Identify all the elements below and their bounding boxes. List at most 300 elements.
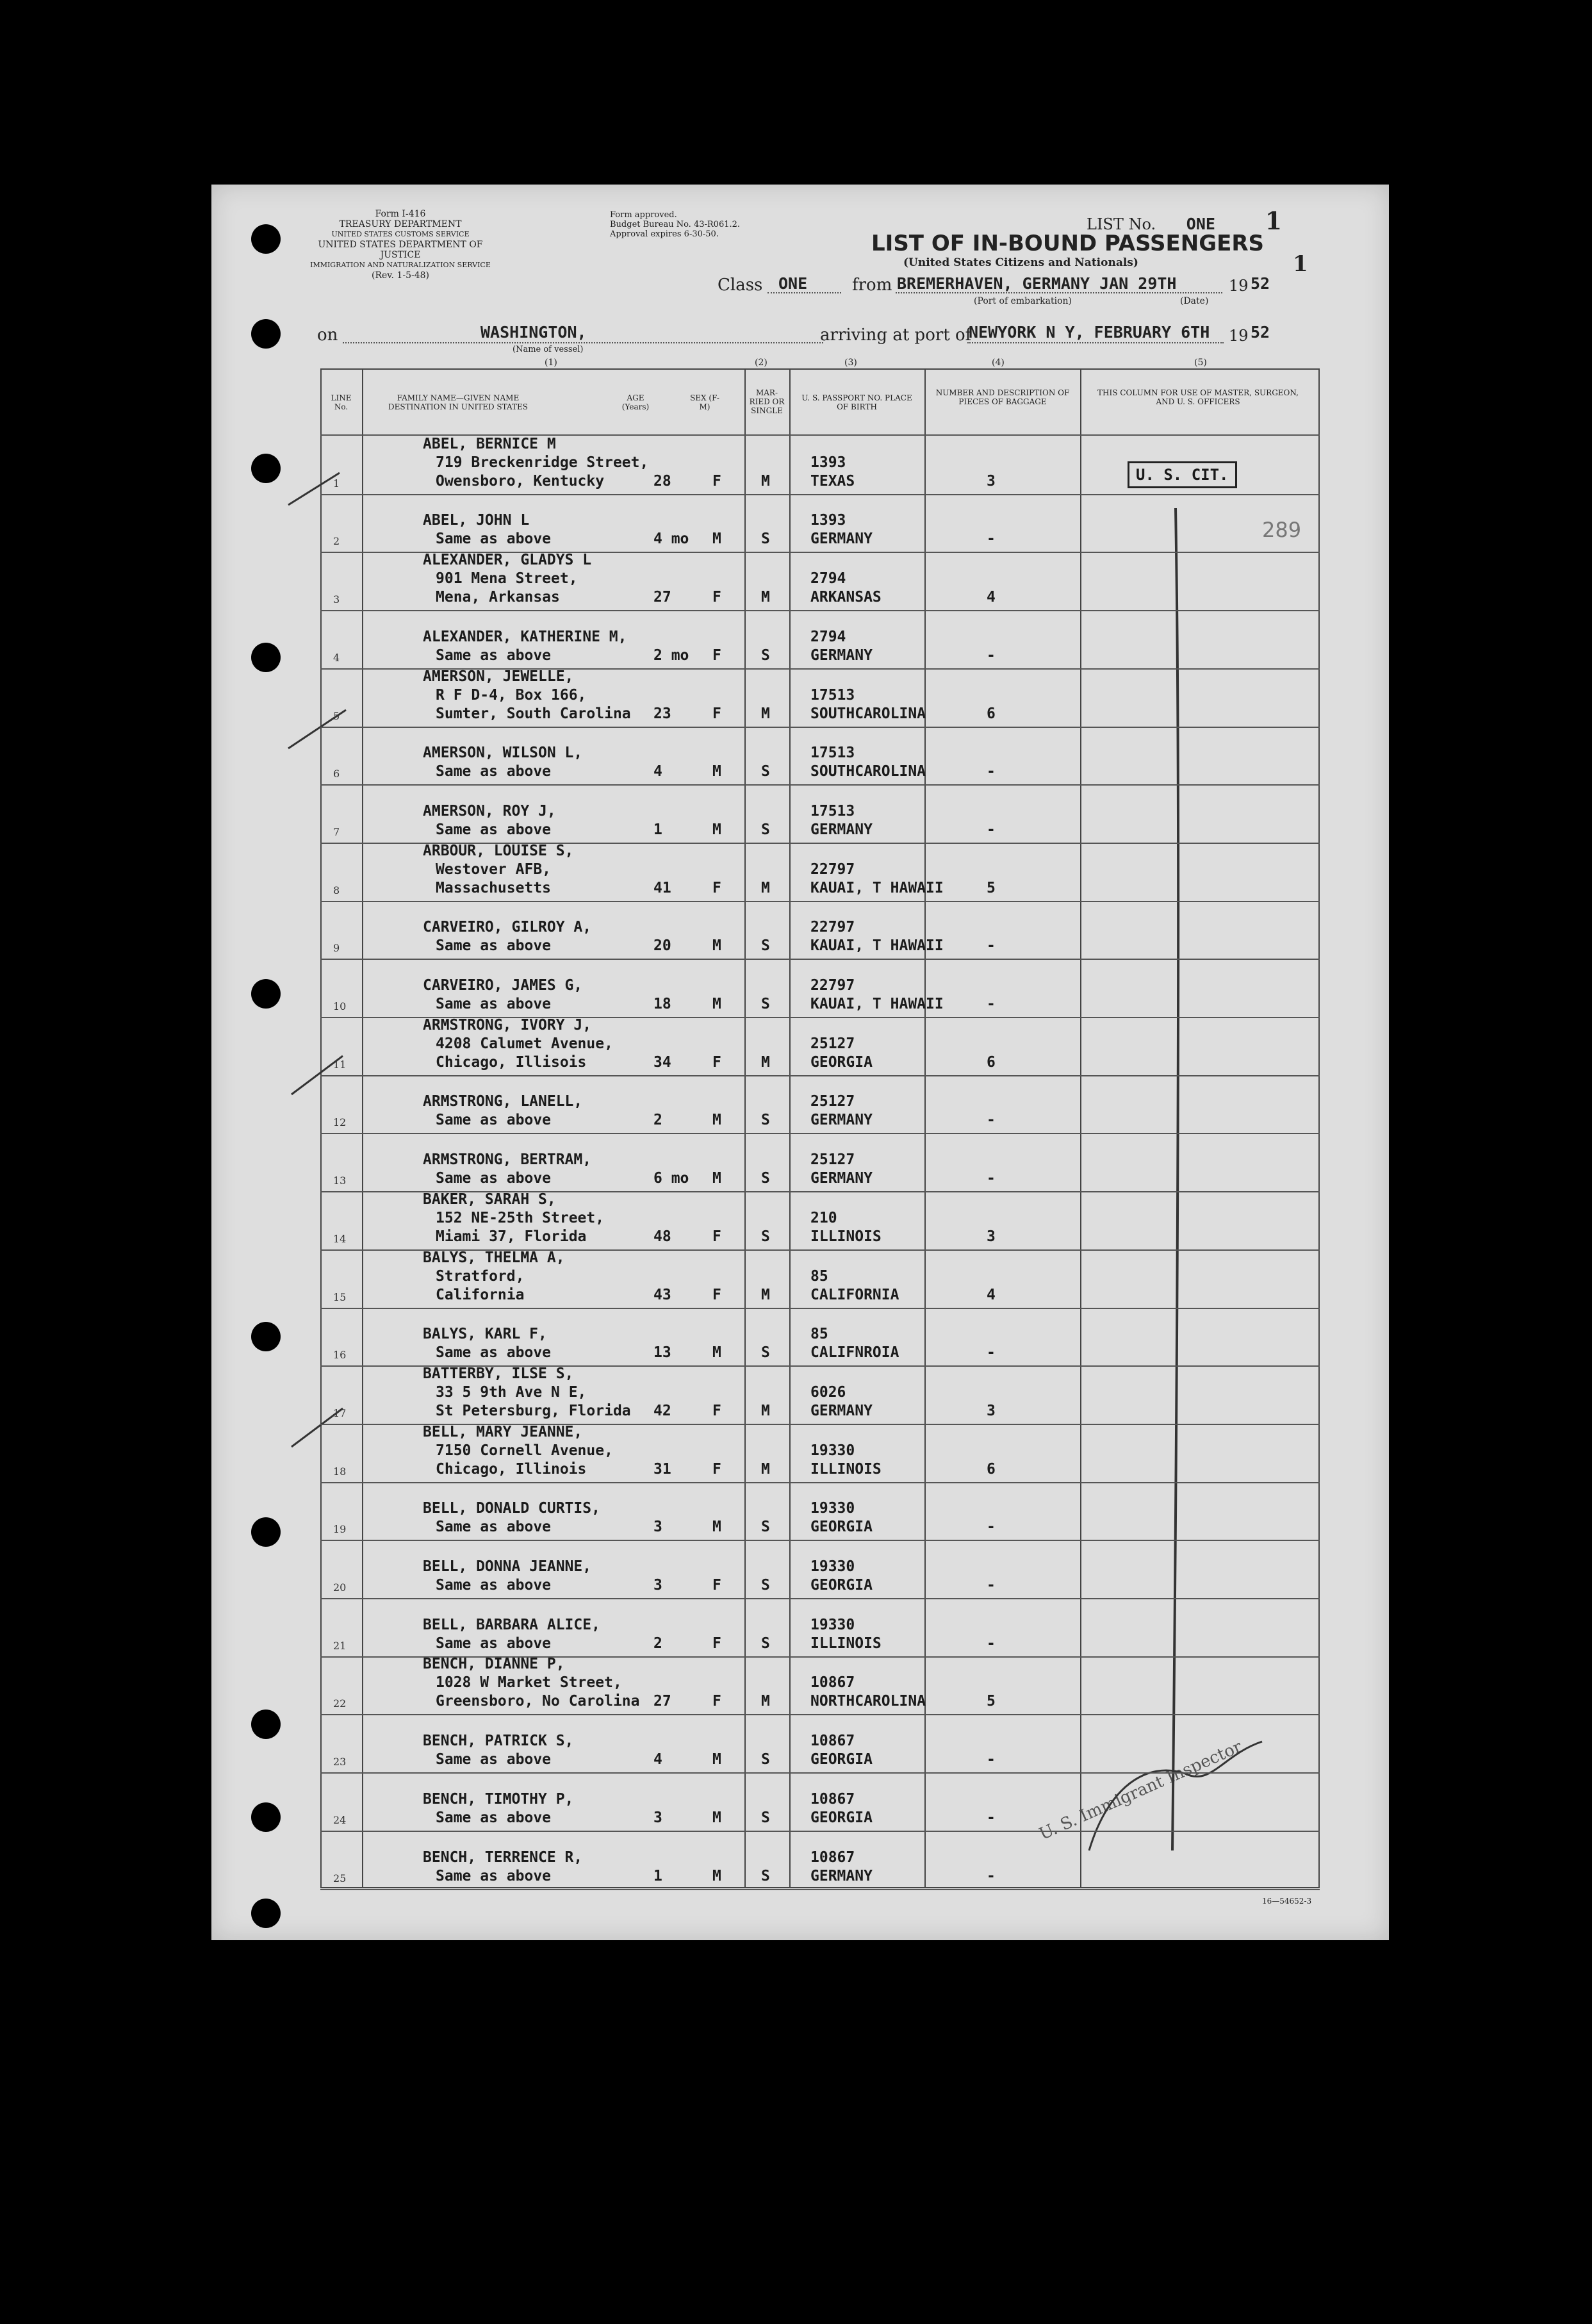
passport-number: 2794 <box>810 628 846 645</box>
passenger-name: ALEXANDER, GLADYS L <box>423 552 592 569</box>
marital-status: S <box>761 1170 770 1187</box>
approval-line: Form approved. <box>610 210 677 220</box>
destination-line: Same as above <box>436 821 552 838</box>
column-number: (3) <box>844 358 857 368</box>
line-number: 23 <box>333 1756 347 1768</box>
sex-value: F <box>712 1402 721 1419</box>
destination-line: Miami 37, Florida <box>436 1228 587 1245</box>
destination-line: Same as above <box>436 1519 552 1536</box>
passenger-name: ARMSTRONG, BERTRAM, <box>423 1151 592 1169</box>
passenger-name: AMERSON, ROY J, <box>423 802 556 820</box>
class-value: ONE <box>778 274 808 293</box>
footer-code: 16—54652-3 <box>1262 1897 1312 1906</box>
age-value: 2 <box>653 1112 662 1129</box>
destination-line: Same as above <box>436 937 552 955</box>
age-value: 27 <box>653 589 671 606</box>
marital-status: S <box>761 1228 770 1245</box>
destination-line: Stratford, <box>436 1267 525 1285</box>
marital-status: S <box>761 647 770 664</box>
age-value: 4 mo <box>653 531 689 548</box>
marital-status: S <box>761 1751 770 1768</box>
sex-value: F <box>712 705 721 722</box>
row-divider <box>320 1598 1320 1599</box>
passenger-name: ARMSTRONG, IVORY J, <box>423 1016 592 1034</box>
line-number: 8 <box>333 884 340 896</box>
line-number: 17 <box>333 1406 347 1419</box>
baggage-count: 5 <box>987 879 996 896</box>
passenger-name: BELL, BARBARA ALICE, <box>423 1616 600 1633</box>
col-header-age: AGE (Years) <box>621 393 650 411</box>
col-header-baggage: NUMBER AND DESCRIPTION OF PIECES OF BAGGAGE <box>935 388 1070 406</box>
age-value: 28 <box>653 472 671 490</box>
sex-value: F <box>712 1460 721 1478</box>
line-number: 4 <box>333 651 340 664</box>
passenger-name: AMERSON, WILSON L, <box>423 745 583 762</box>
age-value: 31 <box>653 1460 671 1478</box>
passenger-name: ARBOUR, LOUISE S, <box>423 842 574 859</box>
place-of-birth: GERMANY <box>810 821 873 838</box>
passenger-name: ABEL, JOHN L <box>423 512 530 529</box>
line-number: 19 <box>333 1523 347 1536</box>
baggage-count: - <box>987 1170 996 1187</box>
place-of-birth: NORTHCAROLINA <box>810 1693 926 1710</box>
age-value: 43 <box>653 1286 671 1303</box>
check-mark <box>288 473 340 505</box>
destination-line: Greensboro, No Carolina <box>436 1693 640 1710</box>
baggage-count: - <box>987 1577 996 1594</box>
approval-line: Approval expires 6-30-50. <box>610 229 719 239</box>
age-value: 42 <box>653 1402 671 1419</box>
place-of-birth: ARKANSAS <box>810 589 882 606</box>
marital-status: M <box>761 1286 770 1303</box>
marital-status: S <box>761 996 770 1012</box>
line-number: 2 <box>333 535 340 548</box>
row-divider <box>320 1831 1320 1832</box>
age-value: 48 <box>653 1228 671 1245</box>
baggage-count: - <box>987 996 996 1012</box>
marital-status: M <box>761 1053 770 1071</box>
line-number: 9 <box>333 942 340 955</box>
line-number: 13 <box>333 1174 347 1187</box>
place-of-birth: GERMANY <box>810 647 873 664</box>
passport-number: 6026 <box>810 1383 846 1401</box>
age-value: 41 <box>653 879 671 896</box>
place-of-birth: CALIFORNIA <box>810 1286 899 1303</box>
row-divider <box>320 959 1320 960</box>
sex-value: M <box>712 1344 721 1362</box>
passport-number: 210 <box>810 1209 837 1226</box>
age-value: 2 mo <box>653 647 689 664</box>
passenger-name: BATTERBY, ILSE S, <box>423 1365 574 1382</box>
passport-number: 10867 <box>810 1790 855 1808</box>
list-number-pencil: 1 <box>1265 206 1283 235</box>
baggage-count: - <box>987 763 996 780</box>
on-label: on <box>317 326 338 345</box>
place-of-birth: ILLINOIS <box>810 1460 882 1478</box>
pencil-annotations <box>211 185 1389 1940</box>
vessel-caption: (Name of vessel) <box>513 345 584 354</box>
row-divider <box>320 1540 1320 1541</box>
age-value: 18 <box>653 996 671 1012</box>
line-number: 5 <box>333 709 340 722</box>
destination-line: 7150 Cornell Avenue, <box>436 1442 613 1459</box>
destination-line: Westover AFB, <box>436 861 552 878</box>
marital-status: M <box>761 589 770 606</box>
destination-line: Same as above <box>436 1867 552 1884</box>
margin-bracket <box>1172 508 1178 1850</box>
marital-status: S <box>761 1519 770 1536</box>
signature <box>1089 1742 1262 1850</box>
passport-number: 22797 <box>810 861 855 878</box>
baggage-count: - <box>987 1112 996 1129</box>
marital-status: S <box>761 1577 770 1594</box>
passenger-name: CARVEIRO, GILROY A, <box>423 919 592 936</box>
col-header-married: MAR-RIED OR SINGLE <box>749 388 785 415</box>
passport-number: 22797 <box>810 919 855 936</box>
row-divider <box>320 1133 1320 1134</box>
marital-status: M <box>761 1460 770 1478</box>
line-number: 11 <box>333 1058 347 1071</box>
vessel-name: WASHINGTON, <box>480 323 587 342</box>
line-number: 7 <box>333 825 340 838</box>
sex-value: M <box>712 763 721 780</box>
place-of-birth: CALIFNROIA <box>810 1344 899 1362</box>
arriving-label: arriving at port of <box>820 326 972 345</box>
embarkation-value: BREMERHAVEN, GERMANY JAN 29TH <box>897 274 1177 293</box>
col-header-officers: THIS COLUMN FOR USE OF MASTER, SURGEON, AND U. S. OFFICERS <box>1097 388 1299 406</box>
passport-number: 1393 <box>810 454 846 471</box>
year-prefix: 19 <box>1229 277 1249 295</box>
age-value: 4 <box>653 763 662 780</box>
sex-value: F <box>712 472 721 490</box>
baggage-count: 6 <box>987 1053 996 1071</box>
arrival-year-prefix: 19 <box>1229 327 1249 345</box>
sex-value: M <box>712 531 721 548</box>
place-of-birth: GERMANY <box>810 531 873 548</box>
passenger-name: BALYS, KARL F, <box>423 1326 547 1343</box>
line-number: 3 <box>333 593 340 606</box>
passenger-name: BELL, MARY JEANNE, <box>423 1423 583 1440</box>
place-of-birth: TEXAS <box>810 472 855 490</box>
marital-status: S <box>761 1635 770 1652</box>
destination-line: Same as above <box>436 1344 552 1362</box>
baggage-count: 6 <box>987 705 996 722</box>
passenger-name: CARVEIRO, JAMES G, <box>423 977 583 994</box>
passport-number: 19330 <box>810 1558 855 1575</box>
destination-line: 33 5 9th Ave N E, <box>436 1383 587 1401</box>
baggage-count: 5 <box>987 1693 996 1710</box>
destination-line: Chicago, Illinois <box>436 1460 587 1478</box>
passport-number: 2794 <box>810 570 846 588</box>
list-number-value: ONE <box>1186 215 1215 233</box>
from-label: from <box>852 276 892 295</box>
row-divider <box>320 1308 1320 1309</box>
marital-status: M <box>761 472 770 490</box>
revision-label: (Rev. 1-5-48) <box>372 270 429 281</box>
age-value: 34 <box>653 1053 671 1071</box>
column-number: (5) <box>1194 358 1207 368</box>
row-divider <box>320 901 1320 902</box>
place-of-birth: ILLINOIS <box>810 1635 882 1652</box>
passenger-name: BELL, DONALD CURTIS, <box>423 1500 600 1517</box>
sex-value: F <box>712 1693 721 1710</box>
place-of-birth: GERMANY <box>810 1112 873 1129</box>
baggage-count: - <box>987 531 996 548</box>
passport-number: 17513 <box>810 686 855 704</box>
baggage-count: - <box>987 821 996 838</box>
passenger-name: BELL, DONNA JEANNE, <box>423 1558 592 1575</box>
passenger-name: BAKER, SARAH S, <box>423 1191 556 1208</box>
destination-line: Same as above <box>436 1751 552 1768</box>
passenger-name: ARMSTRONG, LANELL, <box>423 1093 583 1110</box>
destination-line: Massachusetts <box>436 879 552 896</box>
sex-value: F <box>712 1286 721 1303</box>
line-number: 18 <box>333 1465 347 1478</box>
column-number: (1) <box>545 358 557 368</box>
baggage-count: 3 <box>987 1228 996 1245</box>
line-number: 15 <box>333 1290 347 1303</box>
baggage-count: - <box>987 1809 996 1826</box>
row-divider <box>320 727 1320 728</box>
destination-line: Same as above <box>436 996 552 1012</box>
destination-line: Same as above <box>436 1635 552 1652</box>
place-of-birth: GERMANY <box>810 1402 873 1419</box>
sex-value: F <box>712 589 721 606</box>
destination-line: Same as above <box>436 763 552 780</box>
treasury-label: TREASURY DEPARTMENT <box>339 219 462 229</box>
col-header-name: FAMILY NAME—GIVEN NAME DESTINATION IN UNITED STATES <box>388 393 528 411</box>
sex-value: M <box>712 1751 721 1768</box>
place-of-birth: GEORGIA <box>810 1519 873 1536</box>
passport-number: 10867 <box>810 1733 855 1750</box>
destination-line: Chicago, Illisois <box>436 1053 587 1071</box>
destination-line: Same as above <box>436 647 552 664</box>
marital-status: S <box>761 763 770 780</box>
destination-line: Owensboro, Kentucky <box>436 472 605 490</box>
sex-value: M <box>712 1867 721 1884</box>
destination-line: 719 Breckenridge Street, <box>436 454 649 471</box>
destination-line: 4208 Calumet Avenue, <box>436 1035 613 1052</box>
passenger-name: BENCH, DIANNE P, <box>423 1656 565 1673</box>
marital-status: M <box>761 879 770 896</box>
place-of-birth: KAUAI, T HAWAII <box>810 879 944 896</box>
age-value: 4 <box>653 1751 662 1768</box>
manifest-page <box>211 185 1389 1940</box>
age-value: 3 <box>653 1809 662 1826</box>
marital-status: S <box>761 1867 770 1884</box>
baggage-count: 4 <box>987 589 996 606</box>
passport-number: 19330 <box>810 1616 855 1633</box>
sex-value: M <box>712 1112 721 1129</box>
place-of-birth: SOUTHCAROLINA <box>810 705 926 722</box>
destination-line: Same as above <box>436 1112 552 1129</box>
destination-line: 152 NE-25th Street, <box>436 1209 605 1226</box>
passenger-name: ABEL, BERNICE M <box>423 435 556 452</box>
form-number: Form I-416 <box>375 209 426 219</box>
us-citizen-stamp: U. S. CIT. <box>1128 461 1237 488</box>
sex-value: M <box>712 821 721 838</box>
place-of-birth: SOUTHCAROLINA <box>810 763 926 780</box>
destination-line: Same as above <box>436 1170 552 1187</box>
passport-number: 85 <box>810 1267 828 1285</box>
baggage-count: - <box>987 1344 996 1362</box>
date-caption: (Date) <box>1180 296 1209 306</box>
baggage-count: 3 <box>987 1402 996 1419</box>
passport-number: 25127 <box>810 1035 855 1052</box>
justice-label: UNITED STATES DEPARTMENT OF JUSTICE <box>318 240 483 260</box>
marital-status: S <box>761 1809 770 1826</box>
row-divider <box>320 1772 1320 1774</box>
sex-value: F <box>712 1635 721 1652</box>
baggage-count: - <box>987 1519 996 1536</box>
passenger-name: BENCH, TIMOTHY P, <box>423 1790 574 1808</box>
col-header-sex: SEX (F-M) <box>690 393 719 411</box>
passenger-name: ALEXANDER, KATHERINE M, <box>423 628 627 645</box>
line-number: 16 <box>333 1349 347 1362</box>
sex-value: M <box>712 996 721 1012</box>
age-value: 1 <box>653 821 662 838</box>
inspector-stamp: U. S. Immigrant Inspector <box>1036 1737 1245 1844</box>
line-number: 10 <box>333 1000 347 1012</box>
passport-number: 85 <box>810 1326 828 1343</box>
row-divider <box>320 494 1320 495</box>
passenger-name: BENCH, PATRICK S, <box>423 1733 574 1750</box>
baggage-count: - <box>987 1635 996 1652</box>
sex-value: F <box>712 647 721 664</box>
destination-line: California <box>436 1286 525 1303</box>
destination-line: Same as above <box>436 1577 552 1594</box>
page-mark: 1 <box>1293 251 1308 277</box>
ins-label: IMMIGRATION AND NATURALIZATION SERVICE <box>310 261 491 269</box>
row-divider <box>320 1482 1320 1483</box>
baggage-count: 6 <box>987 1460 996 1478</box>
marital-status: S <box>761 821 770 838</box>
destination-line: Same as above <box>436 1809 552 1826</box>
baggage-count: - <box>987 1751 996 1768</box>
passenger-name: BALYS, THELMA A, <box>423 1249 565 1266</box>
row-divider <box>320 1889 1320 1890</box>
place-of-birth: GEORGIA <box>810 1751 873 1768</box>
age-value: 20 <box>653 937 671 955</box>
marital-status: M <box>761 705 770 722</box>
destination-line: Mena, Arkansas <box>436 589 560 606</box>
arrival-value: NEWYORK N Y, FEBRUARY 6TH <box>969 323 1210 342</box>
sex-value: M <box>712 1519 721 1536</box>
destination-line: 901 Mena Street, <box>436 570 578 588</box>
destination-line: R F D-4, Box 166, <box>436 686 587 704</box>
passport-number: 25127 <box>810 1151 855 1169</box>
passenger-name: BENCH, TERRENCE R, <box>423 1849 583 1866</box>
age-value: 13 <box>653 1344 671 1362</box>
baggage-count: 3 <box>987 472 996 490</box>
place-of-birth: KAUAI, T HAWAII <box>810 996 944 1012</box>
place-of-birth: GERMANY <box>810 1867 873 1884</box>
column-number: (4) <box>992 358 1005 368</box>
approval-line: Budget Bureau No. 43-R061.2. <box>610 220 741 229</box>
place-of-birth: GEORGIA <box>810 1809 873 1826</box>
embark-caption: (Port of embarkation) <box>974 296 1072 306</box>
line-number: 6 <box>333 768 340 780</box>
col-header-passport: U. S. PASSPORT NO. PLACE OF BIRTH <box>801 393 912 411</box>
page-title: LIST OF IN-BOUND PASSENGERS <box>871 231 1264 256</box>
place-of-birth: ILLINOIS <box>810 1228 882 1245</box>
baggage-count: - <box>987 937 996 955</box>
age-value: 23 <box>653 705 671 722</box>
row-divider <box>320 784 1320 786</box>
line-number: 22 <box>333 1697 347 1710</box>
destination-line: Sumter, South Carolina <box>436 705 631 722</box>
age-value: 6 mo <box>653 1170 689 1187</box>
destination-line: St Petersburg, Florida <box>436 1402 631 1419</box>
row-divider <box>320 1714 1320 1715</box>
class-label: Class <box>718 276 763 295</box>
place-of-birth: KAUAI, T HAWAII <box>810 937 944 955</box>
line-number: 12 <box>333 1116 347 1129</box>
age-value: 27 <box>653 1693 671 1710</box>
destination-line: Same as above <box>436 531 552 548</box>
marital-status: S <box>761 1344 770 1362</box>
passport-number: 25127 <box>810 1093 855 1110</box>
destination-line: 1028 W Market Street, <box>436 1674 622 1692</box>
baggage-count: - <box>987 1867 996 1884</box>
list-number-label: LIST No. <box>1087 215 1156 233</box>
sex-value: M <box>712 1809 721 1826</box>
passport-number: 22797 <box>810 977 855 994</box>
marital-status: S <box>761 937 770 955</box>
baggage-count: - <box>987 647 996 664</box>
year-value: 52 <box>1251 274 1270 293</box>
place-of-birth: GEORGIA <box>810 1053 873 1071</box>
row-divider <box>320 1075 1320 1076</box>
passport-number: 19330 <box>810 1500 855 1517</box>
passport-number: 17513 <box>810 802 855 820</box>
page-subtitle: (United States Citizens and Nationals) <box>903 256 1138 269</box>
marital-status: S <box>761 531 770 548</box>
stamp-number: 289 <box>1262 518 1302 542</box>
age-value: 3 <box>653 1519 662 1536</box>
age-value: 3 <box>653 1577 662 1594</box>
col-header-line: LINE No. <box>331 393 352 411</box>
customs-label: UNITED STATES CUSTOMS SERVICE <box>331 230 470 238</box>
arrival-year: 52 <box>1251 323 1270 342</box>
passport-number: 1393 <box>810 512 846 529</box>
marital-status: S <box>761 1112 770 1129</box>
age-value: 2 <box>653 1635 662 1652</box>
marital-status: M <box>761 1402 770 1419</box>
sex-value: F <box>712 1053 721 1071</box>
row-divider <box>320 610 1320 611</box>
line-number: 21 <box>333 1639 347 1652</box>
sex-value: M <box>712 1170 721 1187</box>
sex-value: F <box>712 879 721 896</box>
passport-number: 10867 <box>810 1849 855 1866</box>
line-number: 14 <box>333 1232 347 1245</box>
passport-number: 10867 <box>810 1674 855 1692</box>
sex-value: M <box>712 937 721 955</box>
line-number: 20 <box>333 1581 347 1594</box>
age-value: 1 <box>653 1867 662 1884</box>
column-number: (2) <box>755 358 767 368</box>
passport-number: 19330 <box>810 1442 855 1459</box>
marital-status: M <box>761 1693 770 1710</box>
baggage-count: 4 <box>987 1286 996 1303</box>
sex-value: F <box>712 1228 721 1245</box>
place-of-birth: GEORGIA <box>810 1577 873 1594</box>
passenger-name: AMERSON, JEWELLE, <box>423 668 574 685</box>
place-of-birth: GERMANY <box>810 1170 873 1187</box>
line-number: 25 <box>333 1872 347 1884</box>
passport-number: 17513 <box>810 745 855 762</box>
